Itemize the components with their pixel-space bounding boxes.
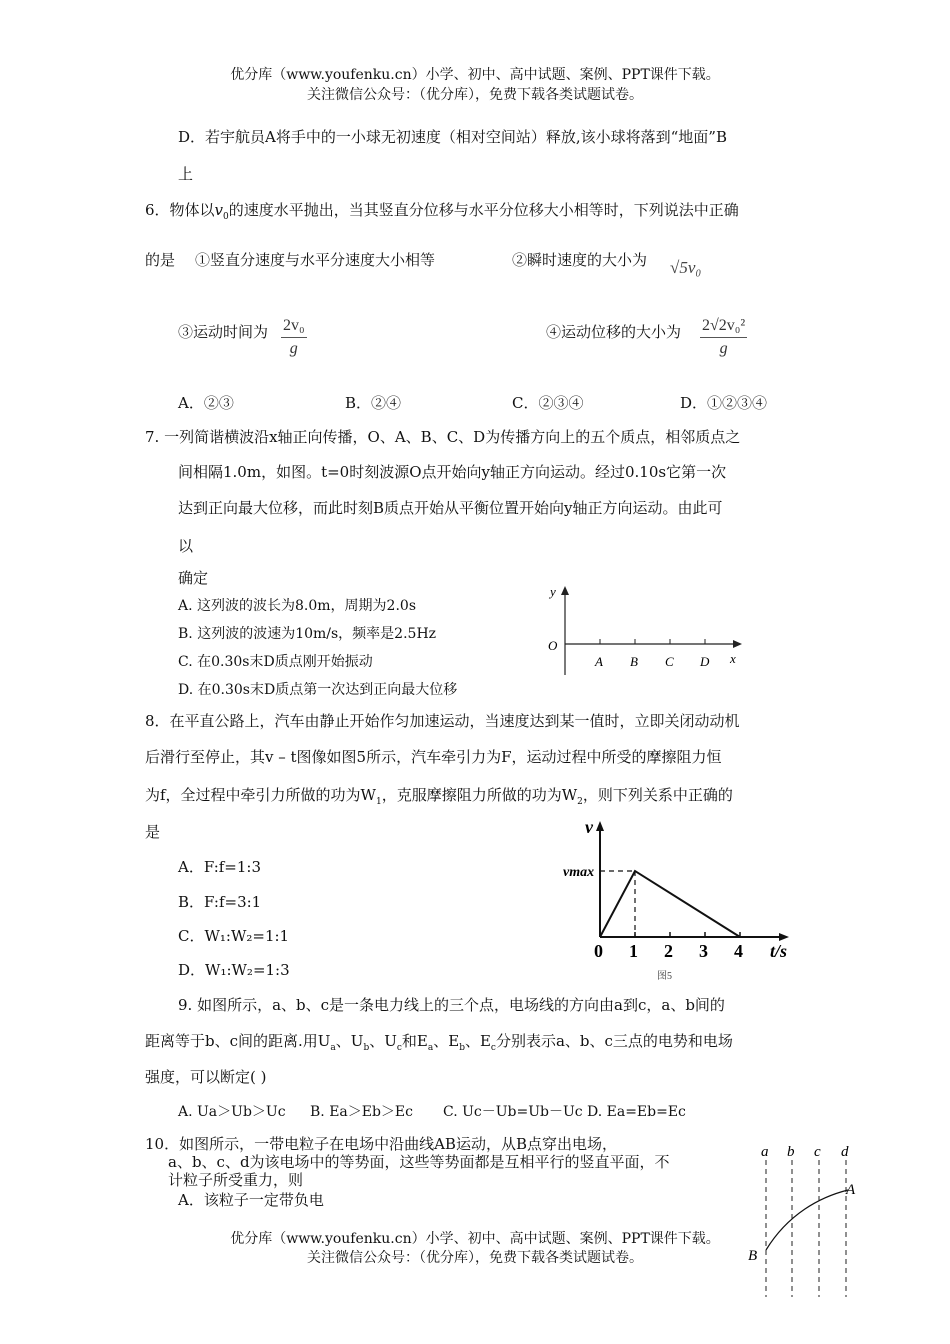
q7-point-c: C [665, 654, 674, 669]
q8-series-line [600, 871, 740, 937]
q8-tick-label-1: 1 [629, 941, 638, 961]
footer-line-2: 关注微信公众号：（优分库），免费下载各类试题试卷。 [307, 1250, 643, 1266]
header-line-1: 优分库（www.youfenku.cn）小学、初中、高中试题、案例、PPT课件下载。 [230, 67, 720, 83]
q9-line3: 强度，可以断定( ) [145, 1068, 267, 1086]
q6-fraction-displacement: $\frac{\text{2√2v₀²}}{g}$ [702, 317, 746, 357]
q6-option-c: C．②③④ [512, 394, 584, 412]
q7-wave-figure [540, 580, 760, 680]
q9-option-d: D. Ea=Eb=Ec [587, 1104, 686, 1120]
q8-v-arrow [596, 821, 604, 831]
q7-point-b: B [630, 654, 638, 669]
q9-option-c: C. Uc－Ub=Ub－Uc [443, 1104, 583, 1120]
q10-plane-label-a: a [761, 1144, 769, 1160]
q8-option-b: B．F:f=3:1 [178, 893, 262, 911]
q9-line2: 距离等于b、c间的距离.用$U_a$、$U_b$、$U_c$和$E_a$、$E_b$、$E_c$分别表示a、b、c三点的电势和电场 [145, 1032, 733, 1053]
q7-point-a: A [595, 654, 603, 669]
q9-option-a: A. Ua＞Ub＞Uc [178, 1104, 286, 1120]
q10-point-a: A [846, 1182, 856, 1198]
q8-line4: 是 [145, 823, 161, 841]
q8-option-d: D．W₁:W₂=1:3 [178, 961, 290, 979]
q10-line1: 10．如图所示，一带电粒子在电场中沿曲线AB运动，从B点穿出电场， [145, 1135, 617, 1153]
q8-tick-label-3: 3 [699, 941, 708, 961]
q7-x-arrow [733, 640, 742, 648]
q7-origin-label: O [548, 638, 558, 653]
q8-vt-chart [555, 815, 805, 985]
q7-option-b: B. 这列波的波速为10m/s，频率是2.5Hz [178, 626, 437, 642]
q10-field-figure [740, 1142, 870, 1302]
q8-caption: 图5 [657, 971, 672, 982]
q7-point-d: D [700, 654, 710, 669]
q7-line5: 确定 [178, 569, 209, 587]
q7-x-label: x [730, 651, 736, 666]
q8-tick-label-2: 2 [664, 941, 673, 961]
q6-statement-1: ①竖直分速度与水平分速度大小相等 [195, 251, 436, 269]
q8-v-label: v [585, 817, 593, 837]
q6-statement-4: ④运动位移的大小为 [546, 323, 682, 341]
q8-tick-label-0: 0 [594, 941, 603, 961]
q6-statement-3: ③运动时间为 [178, 323, 269, 341]
q10-option-a: A．该粒子一定带负电 [178, 1191, 324, 1209]
q7-line2: 间相隔1.0m，如图。t=0时刻波源O点开始向y轴正方向运动。经过0.10s它第一次 [178, 463, 727, 481]
header-line-2: 关注微信公众号：（优分库），免费下载各类试题试卷。 [307, 87, 643, 103]
q7-option-a: A. 这列波的波长为8.0m，周期为2.0s [178, 598, 416, 614]
q10-line2: a、b、c、d为该电场中的等势面，这些等势面都是互相平行的竖直平面，不 [168, 1153, 670, 1171]
footer-line-1: 优分库（www.youfenku.cn）小学、初中、高中试题、案例、PPT课件下载。 [230, 1231, 720, 1247]
q9-line1: 9. 如图所示，a、b、c是一条电力线上的三个点，电场线的方向由a到c，a、b间的 [178, 996, 725, 1014]
q7-option-c: C. 在0.30s末D质点刚开始振动 [178, 654, 373, 670]
q10-plane-label-c: c [814, 1144, 821, 1160]
q7-line1: 7. 一列简谐横波沿x轴正向传播，O、A、B、C、D为传播方向上的五个质点，相邻质点之 [145, 428, 741, 446]
q8-option-a: A．F:f=1:3 [178, 858, 262, 876]
q7-y-arrow [561, 586, 569, 595]
q8-option-c: C．W₁:W₂=1:1 [178, 927, 290, 945]
q10-point-b: B [748, 1248, 758, 1264]
q8-line2: 后滑行至停止，其v – t图像如图5所示，汽车牵引力为F，运动过程中所受的摩擦阻力恒 [145, 748, 722, 766]
q6-stem-line2: 的是 [145, 251, 176, 269]
q8-t-arrow [779, 933, 789, 941]
q6-statement-2-expr: √5v₀ [670, 258, 702, 277]
q8-line1: 8．在平直公路上，汽车由静止开始作匀加速运动，当速度达到某一值时，立即关闭动动机 [145, 712, 740, 730]
q8-t-label: t/s [770, 941, 788, 961]
q7-line3: 达到正向最大位移，而此时刻B质点开始从平衡位置开始向y轴正方向运动。由此可 [178, 499, 723, 517]
q6-statement-2: ②瞬时速度的大小为 [512, 251, 648, 269]
q6-option-a: A．②③ [178, 394, 234, 412]
q7-line4: 以 [178, 537, 194, 555]
q8-tick-label-4: 4 [734, 941, 743, 961]
q10-plane-label-b: b [787, 1144, 795, 1160]
q5-option-d-line2: 上 [178, 165, 194, 183]
q10-plane-label-d: d [841, 1144, 849, 1160]
q8-line3: 为f，全过程中牵引力所做的功为$W_1$，克服摩擦阻力所做的功为$W_2$，则下列关系中正确的 [145, 786, 733, 807]
q6-fraction-time: $\frac{\text{2v₀}}{g}$ [283, 317, 305, 357]
q10-line3: 计粒子所受重力，则 [168, 1171, 304, 1189]
q6-option-b: B．②④ [345, 394, 402, 412]
q6-stem-line1: 6．物体以$v_0$的速度水平抛出，当其竖直分位移与水平分位移大小相等时，下列说法中正确 [145, 201, 739, 222]
q5-option-d-line1: D．若宇航员A将手中的一小球无初速度（相对空间站）释放,该小球将落到“地面”B [178, 128, 727, 146]
q6-option-d: D．①②③④ [680, 394, 768, 412]
q7-y-label: y [550, 584, 556, 599]
q9-option-b: B. Ea＞Eb＞Ec [310, 1104, 413, 1120]
q7-option-d: D. 在0.30s末D质点第一次达到正向最大位移 [178, 682, 458, 698]
q8-vmax-label: vmax [563, 865, 595, 880]
